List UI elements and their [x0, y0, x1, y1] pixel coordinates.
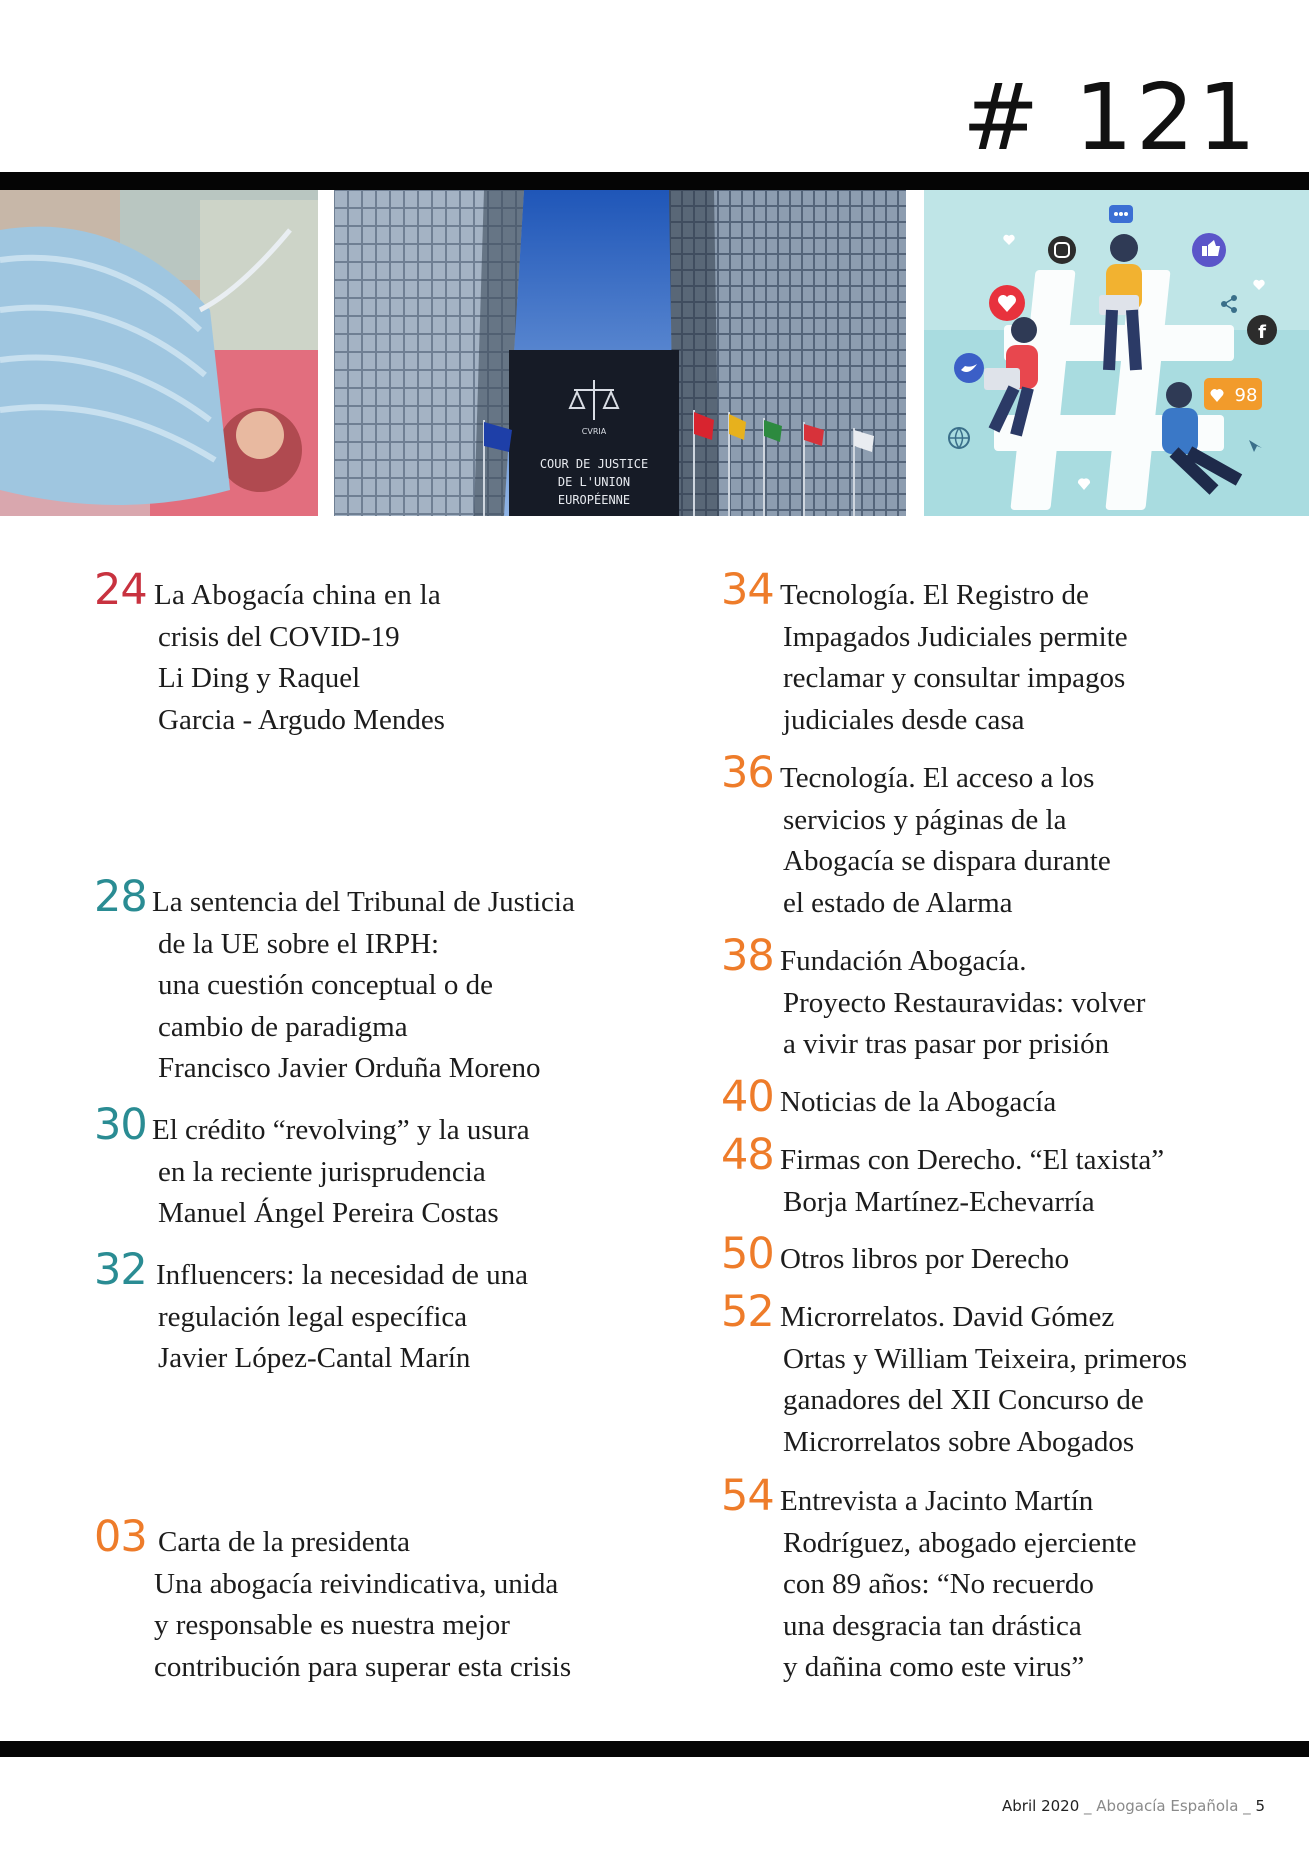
- footer-separator: _: [1238, 1797, 1256, 1815]
- heart-icon: [989, 285, 1025, 321]
- toc-line: Microrrelatos sobre Abogados: [783, 1425, 1135, 1458]
- svg-text:f: f: [1258, 322, 1266, 343]
- facebook-icon: [1247, 315, 1277, 345]
- twitter-icon: [954, 353, 984, 383]
- toc-line: Una abogacía reivindicativa, unida: [154, 1567, 559, 1600]
- toc-line: Noticias de la Abogacía: [780, 1086, 1057, 1118]
- toc-line: judiciales desde casa: [783, 703, 1025, 736]
- toc-line: una cuestión conceptual o de: [158, 969, 493, 1001]
- toc-line: Rodríguez, abogado ejerciente: [783, 1526, 1137, 1559]
- photo-social-media: [924, 190, 1309, 516]
- chat-bubble-icon: [1109, 205, 1133, 223]
- toc-line: servicios y páginas de la: [783, 803, 1067, 836]
- toc-line: y responsable es nuestra mejor: [154, 1609, 510, 1641]
- toc-line: contribución para superar esta crisis: [154, 1650, 572, 1683]
- toc-line: Borja Martínez-Echevarría: [783, 1185, 1095, 1218]
- court-sign-line-3: EUROPÉENNE: [557, 493, 631, 507]
- toc-page-number: 34: [721, 565, 774, 615]
- toc-page-number: 32: [94, 1245, 147, 1295]
- toc-line: el estado de Alarma: [783, 886, 1013, 919]
- toc-line: Microrrelatos. David Gómez: [780, 1301, 1115, 1333]
- toc-page-number: 50: [721, 1229, 774, 1279]
- toc-line: de la UE sobre el IRPH:: [158, 927, 440, 960]
- court-sign-line-2: DE L'UNION: [557, 475, 631, 489]
- toc-line: Carta de la presidenta: [158, 1526, 411, 1558]
- toc-line: Impagados Judiciales permite: [783, 620, 1128, 653]
- toc-line: Ortas y William Teixeira, primeros: [783, 1342, 1188, 1375]
- photo-court-of-justice: [334, 190, 906, 516]
- court-sign-line-1: COUR DE JUSTICE: [539, 457, 649, 471]
- toc-line: Li Ding y Raquel: [158, 662, 361, 694]
- footer-separator: _: [1079, 1797, 1097, 1815]
- toc-line: regulación legal específica: [158, 1300, 468, 1333]
- toc-line: El crédito “revolving” y la usura: [152, 1114, 530, 1146]
- toc-page-number: 52: [721, 1287, 774, 1337]
- footer-publication: Abogacía Española: [1096, 1797, 1239, 1815]
- toc-line: Otros libros por Derecho: [780, 1243, 1070, 1275]
- toc-line: una desgracia tan drástica: [783, 1609, 1082, 1642]
- toc-line: Abogacía se dispara durante: [783, 845, 1111, 877]
- toc-page-number: 24: [94, 565, 147, 615]
- toc-line: Tecnología. El acceso a los: [780, 762, 1095, 794]
- notification-count: 98: [1234, 385, 1258, 406]
- toc-line: en la reciente jurisprudencia: [158, 1155, 486, 1188]
- photo-mask-banknotes: [0, 190, 318, 516]
- toc-page-number: 38: [721, 931, 774, 981]
- toc-line: reclamar y consultar impagos: [783, 662, 1126, 694]
- toc-line: ganadores del XII Concurso de: [783, 1384, 1144, 1416]
- toc-page-number: 40: [721, 1072, 774, 1122]
- top-rule: [0, 172, 1309, 190]
- instagram-icon: [1048, 236, 1076, 264]
- toc-page-number: 48: [721, 1130, 774, 1180]
- toc-page-number: 54: [721, 1471, 774, 1521]
- toc-page-number: 30: [94, 1100, 147, 1150]
- toc-line: Javier López-Cantal Marín: [158, 1342, 471, 1374]
- toc-line: Proyecto Restauravidas: volver: [783, 986, 1146, 1019]
- toc-line: crisis del COVID-19: [158, 620, 400, 653]
- toc-line: y dañina como este virus”: [783, 1651, 1085, 1683]
- toc-page-number: 03: [94, 1512, 147, 1562]
- toc-line: Firmas con Derecho. “El taxista”: [780, 1144, 1165, 1176]
- toc-line: Garcia - Argudo Mendes: [158, 703, 445, 736]
- toc-line: Tecnología. El Registro de: [780, 579, 1089, 611]
- bottom-rule: [0, 1741, 1309, 1757]
- toc-line: La Abogacía china en la: [154, 579, 442, 611]
- toc-line: cambio de paradigma: [158, 1010, 408, 1043]
- footer-page-number: 5: [1255, 1797, 1265, 1815]
- footer-date: Abril 2020: [1002, 1797, 1080, 1815]
- toc-line: Entrevista a Jacinto Martín: [780, 1485, 1094, 1517]
- issue-number: # 121: [962, 64, 1259, 171]
- toc-page-number: 28: [94, 872, 147, 922]
- toc-line: a vivir tras pasar por prisión: [783, 1028, 1110, 1060]
- toc-line: Manuel Ángel Pereira Costas: [158, 1197, 499, 1229]
- notification-badge: [1204, 378, 1262, 410]
- toc-page-number: 36: [721, 748, 774, 798]
- toc-line: Fundación Abogacía.: [780, 945, 1027, 977]
- toc-line: La sentencia del Tribunal de Justicia: [152, 886, 575, 918]
- page-footer: [1002, 1797, 1265, 1815]
- toc-line: Francisco Javier Orduña Moreno: [158, 1052, 541, 1084]
- emblem-label: CVRIA: [581, 427, 607, 436]
- toc-line: con 89 años: “No recuerdo: [783, 1568, 1094, 1600]
- toc-line: Influencers: la necesidad de una: [156, 1259, 528, 1291]
- like-thumb-icon: [1192, 233, 1226, 267]
